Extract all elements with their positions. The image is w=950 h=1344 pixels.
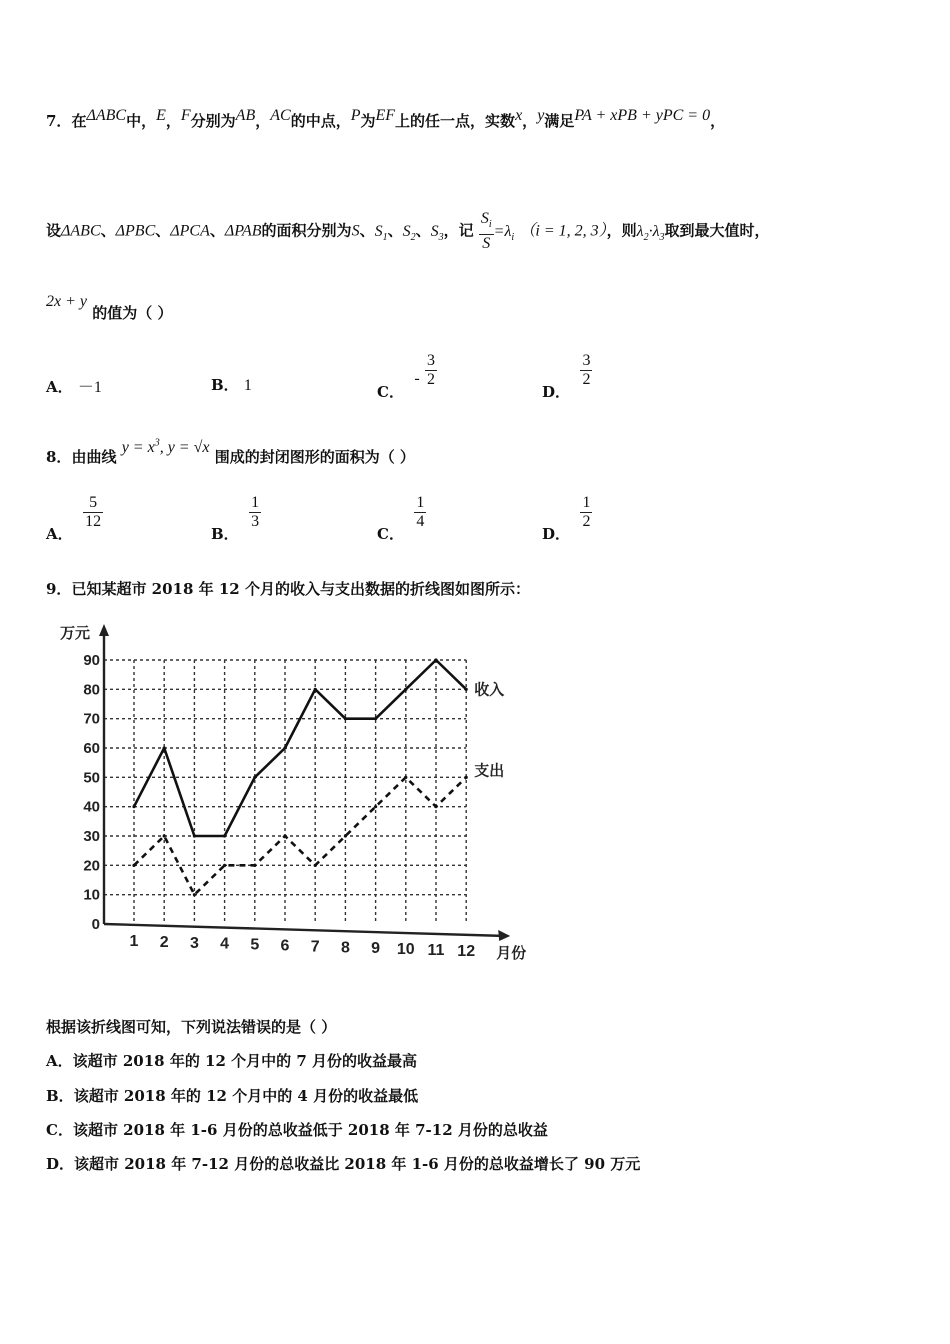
data-point	[163, 746, 166, 749]
data-point	[344, 834, 347, 837]
separator: 、	[209, 221, 225, 240]
q9-number: 9．	[46, 580, 72, 598]
q9-line	[46, 578, 530, 599]
q7-text-token: 上的任一点，实数	[395, 112, 516, 130]
q7-text-tail: 取到最大值时，	[664, 221, 770, 240]
data-point	[223, 864, 226, 867]
area-s2: $S_2$	[402, 222, 416, 243]
q7-text-token: 中，	[126, 112, 157, 130]
x-tick-label: 9	[371, 940, 381, 958]
triangle-abc: ΔABC	[61, 222, 101, 240]
q7-text-token: 为	[360, 112, 376, 130]
data-point	[193, 893, 196, 896]
area-s: S	[351, 222, 360, 240]
data-point	[163, 834, 166, 837]
q7-math-token: x	[515, 107, 523, 124]
q9-option-d[interactable]: D．该超市 2018 年 7-12 月份的总收益比 2018 年 1-6 月份的总收益增长了 90 万元	[46, 1155, 641, 1173]
q7-option-d[interactable]: D． $\frac{3}{2}$	[542, 352, 591, 401]
q7-text-token: ，	[710, 112, 726, 130]
q9-option-a[interactable]: A．该超市 2018 年的 12 个月中的 7 月份的收益最高	[46, 1052, 418, 1070]
separator: 、	[100, 221, 116, 240]
q7-math-token: P	[350, 107, 361, 124]
x-tick-label: 7	[310, 938, 320, 956]
data-point	[314, 864, 317, 867]
data-point	[374, 805, 377, 808]
expression-2x-plus-y: 2x + y	[46, 293, 87, 310]
x-tick-label: 10	[396, 941, 415, 959]
curve-equations: $y = x^3$, y = √x	[121, 437, 210, 456]
data-point	[283, 834, 286, 837]
data-point	[465, 776, 468, 779]
y-tick-label: 50	[83, 769, 100, 787]
x-tick-label: 2	[159, 933, 169, 951]
q7-line1	[46, 107, 726, 131]
q7-text-mid: 的面积分别为	[261, 221, 352, 240]
q7-text-pre: 设	[46, 221, 62, 240]
q7-math-token: PA + xPB + yPC = 0	[574, 107, 711, 124]
data-point	[132, 864, 135, 867]
data-point	[132, 805, 135, 808]
x-tick-label: 1	[129, 933, 139, 950]
triangle-pca: ΔPCA	[170, 222, 210, 240]
data-point	[465, 688, 468, 691]
q7-option-b[interactable]: B． 1	[211, 376, 252, 394]
separator: 、	[155, 221, 171, 240]
q7-line3	[46, 290, 173, 322]
separator: 、	[415, 221, 431, 240]
q9-text: 已知某超市 2018 年 12 个月的收入与支出数据的折线图如图所示：	[71, 580, 530, 598]
data-point	[404, 688, 407, 691]
lambda-product: $\lambda_2\cdot\lambda_3$	[636, 222, 665, 243]
q7-math-token: ΔABC	[86, 107, 127, 124]
data-point	[193, 834, 196, 837]
q7-math-token: AC	[270, 107, 291, 124]
q7-text-ze: ，则	[606, 221, 637, 240]
q7-text-token: 满足	[544, 112, 575, 130]
data-point	[223, 834, 226, 837]
q7-math-token: F	[180, 107, 191, 124]
data-point	[404, 776, 407, 779]
q8-number: 8．	[46, 448, 72, 466]
data-point	[434, 805, 437, 808]
q7-text-tail3: 的值为（ ）	[92, 304, 173, 322]
y-tick-label: 60	[83, 740, 100, 757]
y-tick-label: 40	[83, 798, 100, 816]
q7-option-a[interactable]: A． －1	[46, 378, 102, 396]
y-axis-arrow-icon	[99, 624, 109, 636]
x-tick-label: 8	[340, 939, 350, 957]
q9-option-b[interactable]: B．该超市 2018 年的 12 个月中的 4 月份的收益最低	[46, 1087, 419, 1105]
q7-math-token: y	[537, 107, 545, 124]
lambda-eq: $=\lambda_i$	[493, 222, 515, 243]
area-s1: $S_1$	[374, 222, 388, 243]
data-point	[253, 864, 256, 867]
data-point	[374, 717, 377, 720]
y-tick-label: 30	[83, 828, 100, 845]
q8-text-tail: 围成的封闭图形的面积为（ ）	[214, 448, 415, 466]
y-tick-label: 70	[83, 710, 100, 728]
data-point	[283, 746, 286, 749]
q9-question: 根据该折线图可知，下列说法错误的是（ ）	[46, 1018, 337, 1036]
q7-math-token: AB	[235, 107, 256, 124]
ratio-fraction: $\frac{S_i}{S}$	[480, 210, 492, 253]
x-tick-label: 5	[250, 936, 260, 954]
data-point	[253, 776, 256, 779]
q7-math-token: EF	[375, 107, 396, 124]
triangle-pab: ΔPAB	[224, 222, 262, 240]
y-tick-label: 90	[83, 652, 100, 669]
income-expense-line-chart	[46, 618, 546, 970]
index-condition: （i = 1, 2, 3）	[519, 222, 607, 240]
q7-text-token: 在	[71, 112, 87, 130]
q8-option-a[interactable]: A． $\frac{5}{12}$	[46, 494, 102, 543]
x-tick-label: 3	[189, 934, 199, 952]
q7-option-c[interactable]: C． - $\frac{3}{2}$	[377, 352, 435, 401]
y-tick-label: 80	[83, 681, 100, 699]
q8-option-b[interactable]: B． $\frac{1}{3}$	[211, 494, 260, 543]
x-axis-label: 月份	[496, 945, 527, 962]
q8-text-pre: 由曲线	[71, 448, 117, 466]
q8-option-d[interactable]: D． $\frac{1}{2}$	[542, 494, 591, 543]
q7-line2	[46, 210, 770, 253]
area-s3: $S_3$	[430, 222, 444, 243]
q7-text-token: ，	[165, 112, 181, 130]
x-tick-label: 4	[220, 935, 230, 953]
triangle-pbc: ΔPBC	[115, 222, 156, 240]
data-point	[344, 717, 347, 720]
data-point	[434, 658, 437, 661]
separator: 、	[359, 221, 375, 240]
q7-math-token: E	[156, 107, 166, 124]
series-label: 支出	[474, 762, 505, 780]
x-axis-arrow-icon	[498, 930, 510, 941]
q7-text-ji: ，记	[443, 221, 474, 240]
q7-number: 7．	[46, 112, 72, 130]
x-tick-label: 11	[427, 942, 445, 959]
x-tick-label: 6	[280, 937, 290, 955]
q9-option-c[interactable]: C．该超市 2018 年 1-6 月份的总收益低于 2018 年 7-12 月份的总收益	[46, 1121, 548, 1139]
y-tick-label: 20	[83, 857, 100, 875]
data-point	[314, 688, 317, 691]
q7-text-token: 分别为	[190, 112, 236, 130]
y-tick-label: 10	[83, 886, 100, 904]
q7-text-token: ，	[522, 112, 538, 130]
y-tick-label: 0	[91, 916, 100, 933]
x-tick-label: 12	[457, 942, 476, 960]
q8-line	[46, 436, 415, 466]
y-axis-label: 万元	[60, 625, 91, 642]
q7-text-token: 的中点，	[290, 112, 351, 130]
series-label: 收入	[474, 681, 505, 699]
separator: 、	[387, 221, 403, 240]
q8-option-c[interactable]: C． $\frac{1}{4}$	[377, 494, 425, 543]
q7-text-token: ，	[255, 112, 271, 130]
